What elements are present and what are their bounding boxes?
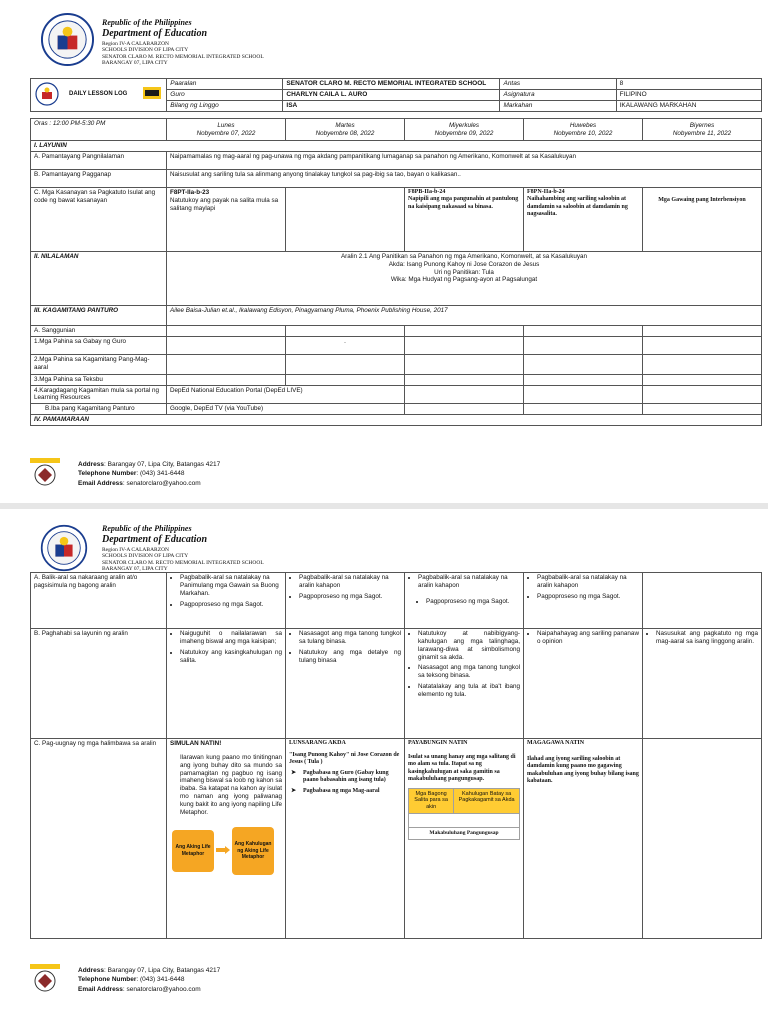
activity-text: Ilarawan kung paano mo tinitingnan ang iyong buhay dito sa mundo sa pamamagitan ng pagbuo ng isang imaheng biswal sa loob ng kahon sa ibaba. Sa katapat na kahon ay isulat mo naman ang iyong paliwanag kung bakit ito ang iyong napiling Life Metaphor. (180, 753, 282, 816)
empty-cell (643, 325, 762, 336)
balik-aral-martes (286, 573, 405, 629)
barangay-label: BARANGAY 07, LIPA CITY (102, 60, 168, 67)
guro-label: Guro (167, 90, 283, 101)
nilalaman-line: Akda: Isang Punong Kahoy ni Jose Corazon de Jesus (388, 260, 540, 268)
balik-aral-huwebes (524, 573, 643, 629)
list-item: ➤ Pagbabasa ng mga Mag-aaral (289, 788, 401, 796)
paghahabi-martes (286, 629, 405, 739)
antas-label: Antas (500, 79, 616, 90)
nilalaman-line: Wika: Mga Hudyat ng Pagsang-ayon at Pagsalungat (390, 276, 538, 284)
address-label: Address (78, 461, 105, 468)
division-label: SCHOOLS DIVISION OF LIPA CITY (102, 553, 189, 560)
dll-logo-cell (31, 79, 167, 112)
list-item: • Pagpoproseso ng mga Sagot. (299, 593, 401, 601)
letterhead-text (102, 18, 264, 67)
list-item: • Natatalakay ang tula at iba't ibang elemento ng tula. (418, 683, 520, 699)
balik-aral-lunes (167, 573, 286, 629)
paaralan-label: Paaralan (167, 79, 283, 90)
region-label: Region IV-A CALABARZON (102, 40, 170, 47)
empty-cell (405, 325, 524, 336)
row-label: 1.Mga Pahina sa Gabay ng Guro (31, 336, 167, 354)
iba-pang-kagamitan-row (31, 404, 762, 415)
list-item: • Nasasagot ang mga tanong tungkol sa teksong binasa. (418, 664, 520, 680)
asignatura-value: FILIPINO (616, 90, 761, 101)
guro-value: CHARLYN CAILA L. AURO (283, 90, 500, 101)
day-date: Nobyembre 10, 2022 (553, 129, 613, 137)
empty-cell (405, 374, 524, 385)
list-item: • Nasusukat ang pagkatuto ng mga mag-aaral sa isang linggong aralin. (656, 630, 758, 646)
skill-code: F8PN-IIa-b-24 (527, 188, 565, 195)
day-date: Nobyembre 08, 2022 (315, 129, 375, 137)
school-label: SENATOR CLARO M. RECTO MEMORIAL INTEGRATED SCHOOL (102, 53, 264, 60)
list-item: • Nasasagot ang mga tanong tungkol sa tulang binasa. (299, 630, 401, 646)
day-header-miyerkules (405, 119, 524, 141)
empty-cell (167, 374, 286, 385)
row-label: A. Sanggunian (31, 325, 167, 336)
empty-cell (643, 385, 762, 404)
skill-code: F8PT-IIa-b-23 (170, 188, 210, 196)
address-value: : Barangay 07, Lipa City, Batangas 4217 (104, 967, 221, 974)
nilalaman-line: Aralin 2.1 Ang Panitikan sa Panahon ng mga Amerikano, Komonwelt, at sa Kasalukuyan (340, 252, 588, 260)
vocabulary-table (408, 788, 520, 841)
day-name: Biyernes (689, 121, 715, 129)
row-label: B. Paghahabi sa layunin ng aralin (31, 629, 167, 739)
empty-cell (405, 385, 524, 404)
dll-header-table (30, 78, 762, 112)
address-value: : Barangay 07, Lipa City, Batangas 4217 (104, 461, 221, 468)
address-label: Address (78, 967, 105, 974)
paghahabi-biyernes (643, 629, 762, 739)
empty-cell (524, 336, 643, 354)
region-label: Region IV-A CALABARZON (102, 546, 170, 553)
footer (30, 964, 430, 1004)
kasanayan-huwebes (524, 187, 643, 251)
department-label: Department of Education (102, 534, 208, 545)
activity-title: PAYABUNGIN NATIN (408, 740, 468, 746)
row-value: DepEd National Education Portal (DepEd LIVE) (167, 385, 405, 404)
page-1 (0, 0, 768, 500)
procedure-table (30, 572, 762, 939)
row-label: A. Pamantayang Pangnilalaman (31, 151, 167, 169)
phone-value: : (043) 341-6448 (136, 976, 185, 984)
empty-cell (643, 404, 762, 415)
empty-cell (524, 325, 643, 336)
arrow-right-icon (216, 846, 230, 854)
list-item: • Pagpoproseso ng mga Sagot. (537, 593, 639, 601)
empty-cell (524, 385, 643, 404)
empty-cell (643, 336, 762, 354)
nilalaman-header: II. NILALAMAN (31, 251, 167, 305)
life-metaphor-box: Ang Aking Life Metaphor (172, 830, 214, 872)
empty-cell (524, 404, 643, 415)
deped-seal-icon (35, 82, 59, 106)
vocab-empty-row (409, 814, 520, 828)
deped-seal-icon (40, 12, 95, 67)
lesson-table (30, 118, 762, 426)
kagamitan-header: III. KAGAMITANG PANTURO (31, 305, 167, 325)
day-date: Nobyembre 09, 2022 (434, 129, 494, 137)
layunin-header: I. LAYUNIN (31, 141, 762, 152)
empty-cell (524, 374, 643, 385)
pamantayang-pangnilalaman-row (31, 151, 762, 169)
school-logo-icon (30, 964, 60, 992)
empty-cell (167, 325, 286, 336)
email-label: Email Address (78, 479, 123, 487)
list-item: • Pagpoproseso ng mga Sagot. (180, 601, 282, 609)
row-label: A. Balik-aral sa nakaraang aralin at/o pagsisimula ng bagong aralin (31, 573, 167, 629)
kagamitang-mag-aaral-row (31, 354, 762, 374)
empty-cell (286, 325, 405, 336)
paghahabi-lunes (167, 629, 286, 739)
markahan-value: IKALAWANG MARKAHAN (616, 101, 761, 112)
pag-uugnay-huwebes (524, 739, 643, 939)
list-item: • Natutukoy ang kasingkahulugan ng salita. (180, 649, 282, 665)
pag-uugnay-row (31, 739, 762, 939)
row-label: 4.Karagdagang Kagamitan mula sa portal ng Learning Resources (31, 385, 167, 404)
pamamaraan-header: IV. PAMAMARAAN (31, 415, 762, 426)
kasanayan-miyerkules (405, 187, 524, 251)
footer-contact (78, 460, 220, 488)
life-metaphor-diagram (170, 825, 280, 877)
letterhead-text (102, 524, 264, 573)
day-date: Nobyembre 11, 2022 (672, 129, 732, 137)
list-item: • Naipahahayag ang sariling pananaw o opinion (537, 630, 639, 646)
bilang-label: Bilang ng Linggo (167, 101, 283, 112)
vocab-col-header: Kahulugan Batay sa Pagkakagamit sa Akda (454, 788, 520, 814)
day-name: Huwebes (569, 121, 597, 129)
oras-cell: Oras : 12:00 PM-5:30 PM (31, 119, 167, 141)
row-value: Google, DepEd TV (via YouTube) (167, 404, 405, 415)
skill-code: F8PB-IIa-b-24 (408, 188, 446, 195)
list-item: • Pagbabalik-aral sa natalakay na aralin kahapon (299, 574, 401, 590)
row-label: B. Pamantayang Pagganap (31, 169, 167, 187)
activity-text: "Isang Punong Kahoy" ni Jose Corazon de Jesus ( Tula ) (289, 751, 400, 765)
activity-text: Isulat sa unang hanay ang mga salitang di mo alam sa tula. Itapat sa ng kasingkahulugan at saka gamitin sa makabuluhang pangungusap. (408, 753, 516, 782)
paaralan-value: SENATOR CLARO M. RECTO MEMORIAL INTEGRATED SCHOOL (283, 79, 500, 90)
row-value: Naipamamalas ng mag-aaral ng pag-unawa ng mga akdang pampanitikang lumaganap sa panahon ng Amerikano, Komonwelt at sa Kasalukuyan (167, 151, 762, 169)
empty-cell (405, 404, 524, 415)
dot-cell: . (286, 336, 405, 354)
skill-text: Napipili ang mga pangunahin at pantulong na kaisipang nakasaad sa binasa. (408, 196, 519, 210)
phone-label: Telephone Number (78, 470, 137, 478)
list-item: • Pagbabalik-aral sa natalakay na aralin kahapon (537, 574, 639, 590)
deped-seal-icon (40, 524, 88, 572)
school-label: SENATOR CLARO M. RECTO MEMORIAL INTEGRATED SCHOOL (102, 559, 264, 566)
balik-aral-biyernes (643, 573, 762, 629)
row-label: C. Mga Kasanayan sa Pagkatuto Isulat ang code ng bawat kasanayan (31, 187, 167, 251)
page-separator (0, 503, 768, 509)
kasanayan-lunes (167, 187, 286, 251)
balik-aral-miyerkules (405, 573, 524, 629)
gabay-guro-row (31, 336, 762, 354)
row-label: C. Pag-uugnay ng mga halimbawa sa aralin (31, 739, 167, 939)
learning-resources-row (31, 385, 762, 404)
paghahabi-row (31, 629, 762, 739)
empty-cell (524, 354, 643, 374)
nilalaman-row (31, 251, 762, 305)
footer (30, 458, 430, 498)
list-item: • Pagbabalik-aral sa natalakay na aralin kahapon (418, 574, 520, 590)
department-label: Department of Education (102, 28, 208, 39)
skill-text: Mga Gawaing pang Interbensiyon (658, 196, 746, 203)
barangay-label: BARANGAY 07, LIPA CITY (102, 566, 168, 573)
balik-aral-row (31, 573, 762, 629)
republic-label: Republic of the Philippines (102, 18, 192, 27)
empty-cell (167, 336, 286, 354)
list-item: • Natutukoy ang mga detalye ng tulang binasa (299, 649, 401, 665)
pag-uugnay-martes (286, 739, 405, 939)
email-value[interactable]: : senatorclaro@yahoo.com (122, 985, 201, 993)
pag-uugnay-biyernes (643, 739, 762, 939)
schedule-header-row (31, 119, 762, 141)
activity-title: LUNSARANG AKDA (289, 740, 346, 746)
pag-uugnay-miyerkules (405, 739, 524, 939)
dll-title: DAILY LESSON LOG (69, 91, 128, 97)
school-logo-icon (143, 87, 161, 99)
day-header-biyernes (643, 119, 762, 141)
skill-text: Naihahambing ang sariling saloobin at damdamin sa saloobin at damdamin ng nagsasalita. (527, 196, 628, 218)
row-label: B.Iba pang Kagamitang Panturo (31, 404, 167, 415)
empty-cell (286, 354, 405, 374)
empty-cell (405, 336, 524, 354)
footer-contact (78, 966, 220, 994)
kasanayan-martes (286, 187, 405, 251)
pag-uugnay-lunes (167, 739, 286, 939)
school-logo-icon (30, 458, 60, 486)
list-item: • Pagbabalik-aral sa natalakay na Panimulang mga Gawain sa Buong Markahan. (180, 574, 282, 598)
kagamitan-source: Ailee Baisa-Julian et.al., Ikalawang Edisyon, Pinagyamang Pluma, Phoenix Publishing House, 2017 (167, 305, 762, 325)
day-header-martes (286, 119, 405, 141)
bilang-value: ISA (283, 101, 500, 112)
email-label: Email Address (78, 985, 123, 993)
kagamitan-row (31, 305, 762, 325)
list-item: • Naiguguhit o nailalarawan sa imaheng biswal ang mga kaisipan; (180, 630, 282, 646)
day-name: Martes (335, 121, 355, 129)
day-name: Miyerkules (448, 121, 480, 129)
nilalaman-line: Uri ng Panitikan: Tula (434, 268, 494, 276)
activity-title: SIMULAN NATIN! (170, 740, 222, 747)
empty-cell (643, 374, 762, 385)
empty-cell (286, 374, 405, 385)
day-name: Lunes (217, 121, 235, 129)
asignatura-label: Asignatura (500, 90, 616, 101)
email-value[interactable]: : senatorclaro@yahoo.com (122, 479, 201, 487)
vocab-sentence-header: Makabuluhang Pangungusap (409, 828, 520, 840)
list-item: ➤ Pagbabasa ng Guro (Gabay kung paano babasahin ang isang tula) (289, 770, 401, 785)
paghahabi-miyerkules (405, 629, 524, 739)
row-label: 3.Mga Pahina sa Teksbu (31, 374, 167, 385)
teksbu-row (31, 374, 762, 385)
pamamaraan-section-row (31, 415, 762, 426)
list-item: • Natutukoy at nabibigyang-kahulugan ang mga talinghaga, larawang-diwa at simbolismong ginamit sa akda. (418, 630, 520, 661)
kasanayan-biyernes (643, 187, 762, 251)
division-label: SCHOOLS DIVISION OF LIPA CITY (102, 47, 189, 54)
paghahabi-huwebes (524, 629, 643, 739)
page-2 (0, 512, 768, 1012)
antas-value: 8 (616, 79, 761, 90)
nilalaman-content (167, 251, 762, 305)
pamantayang-pagganap-row (31, 169, 762, 187)
letterhead (40, 12, 440, 72)
empty-cell (643, 354, 762, 374)
life-metaphor-meaning-box: Ang Kahulugan ng Aking Life Metaphor (232, 827, 274, 875)
sanggunian-row (31, 325, 762, 336)
vocab-col-header: Mga Bagong Salita para sa akin (409, 788, 454, 814)
phone-label: Telephone Number (78, 976, 137, 984)
empty-cell (167, 354, 286, 374)
day-header-lunes (167, 119, 286, 141)
republic-label: Republic of the Philippines (102, 524, 192, 533)
empty-cell (405, 354, 524, 374)
skill-text: Natutukoy ang payak na salita mula sa salitang maylapi (170, 196, 279, 212)
list-item: • Pagpoproseso ng mga Sagot. (426, 598, 520, 606)
activity-title: MAGAGAWA NATIN (527, 740, 585, 746)
markahan-label: Markahan (500, 101, 616, 112)
activity-text: Ilahad ang iyong sariling saloobin at damdamin kung paano mo gagawing makabuluhan ang iyong buhay bilang isang kabataan. (527, 755, 639, 784)
row-label: 2.Mga Pahina sa Kagamitang Pang-Mag-aaral (31, 354, 167, 374)
phone-value: : (043) 341-6448 (136, 470, 185, 478)
kasanayan-row (31, 187, 762, 251)
row-value: Naisusulat ang sariling tula sa alinmang anyong tinalakay tungkol sa pag-ibig sa tao, bayan o kalikasan.. (167, 169, 762, 187)
day-header-huwebes (524, 119, 643, 141)
day-date: Nobyembre 07, 2022 (196, 129, 256, 137)
layunin-section-row (31, 141, 762, 152)
